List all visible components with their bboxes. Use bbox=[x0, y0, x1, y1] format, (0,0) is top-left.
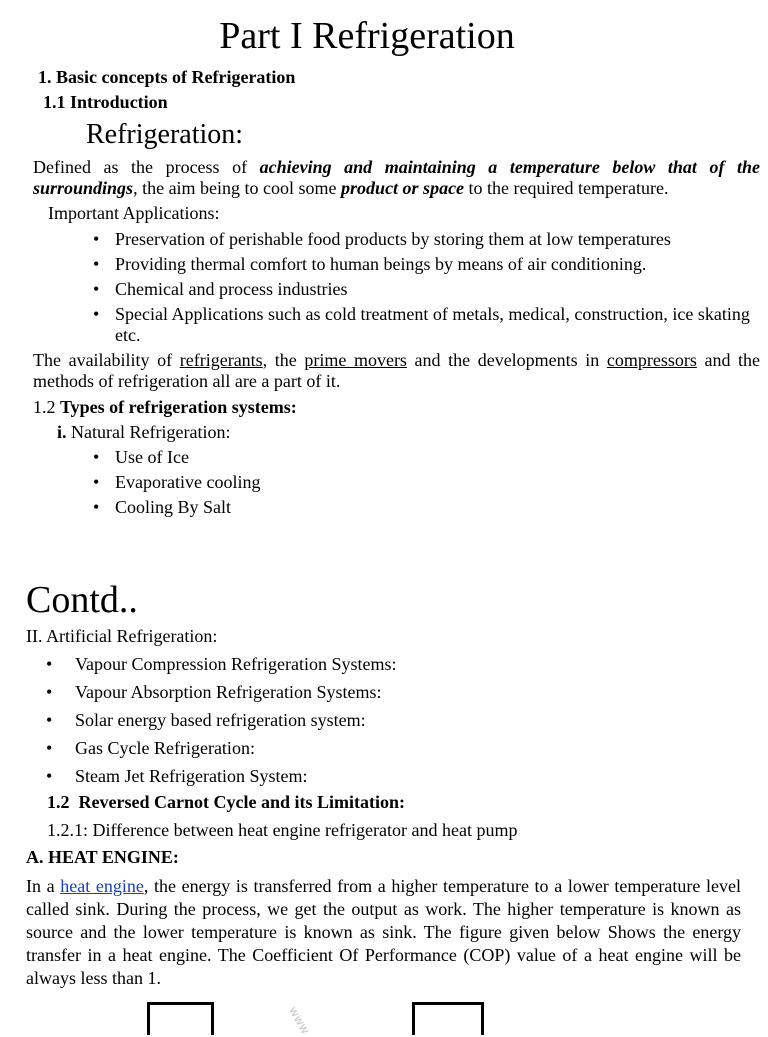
sink-box bbox=[412, 1002, 484, 1035]
artificial-heading: II. Artificial Refrigeration: bbox=[26, 626, 218, 646]
refrigeration-heading: Refrigeration: bbox=[86, 119, 244, 150]
difference-heading: 1.2.1: Difference between heat engine refrigerator and heat pump bbox=[47, 820, 518, 840]
list-item: • Vapour Compression Refrigeration Systems: bbox=[46, 654, 397, 674]
types-heading: 1.2 Types of refrigeration systems: bbox=[33, 397, 297, 417]
compressors-term: compressors bbox=[606, 350, 697, 370]
page-title: Part I Refrigeration bbox=[219, 15, 515, 57]
list-item: • Solar energy based refrigeration system: bbox=[46, 710, 366, 730]
list-item: • Preservation of perishable food products by storing them at low temperatures bbox=[93, 229, 671, 249]
watermark: www bbox=[285, 1004, 313, 1037]
definition-paragraph: Defined as the process of achieving and maintaining a temperature below that of the surroundings, the aim being to cool some product or space to the required temperature. bbox=[33, 157, 760, 198]
list-item: • Providing thermal comfort to human beings by means of air conditioning. bbox=[93, 254, 647, 274]
natural-list bbox=[93, 447, 715, 518]
list-item: • Vapour Absorption Refrigeration Systems: bbox=[46, 682, 382, 702]
applications-list bbox=[93, 229, 755, 346]
list-item: • Chemical and process industries bbox=[93, 279, 348, 299]
source-box bbox=[147, 1002, 214, 1035]
artificial-list bbox=[46, 654, 675, 787]
list-item: • Use of Ice bbox=[93, 447, 189, 467]
list-item: • Special Applications such as cold treatment of metals, medical, construction, ice skating etc. bbox=[93, 304, 750, 345]
prime-movers-term: prime movers bbox=[304, 350, 407, 370]
refrigerants-term: refrigerants bbox=[179, 350, 263, 370]
definition-emphasis-2: product or space bbox=[341, 178, 465, 198]
heat-engine-paragraph: In a heat engine, the energy is transferred from a higher temperature to a lower temperature level called sink. During the process, we get the output as work. The higher temperature is known as source and the lower temperature is known as sink. The figure given below Shows the energy transfer in a heat engine. The Coefficient Of Performance (COP) value of a heat engine will be always less than 1. bbox=[26, 876, 741, 988]
contd-heading: Contd.. bbox=[26, 579, 138, 621]
list-item: • Steam Jet Refrigeration System: bbox=[46, 766, 308, 786]
list-item: • Gas Cycle Refrigeration: bbox=[46, 738, 255, 758]
heat-engine-link[interactable]: heat engine bbox=[60, 876, 144, 896]
applications-label: Important Applications: bbox=[48, 203, 220, 223]
availability-paragraph: The availability of refrigerants, the prime movers and the developments in compressors and the methods of refrigeration all are a part of it. bbox=[33, 350, 761, 391]
carnot-heading: 1.2 Reversed Carnot Cycle and its Limitation: bbox=[47, 792, 405, 812]
list-item: • Evaporative cooling bbox=[93, 472, 261, 492]
section-heading: 1. Basic concepts of Refrigeration bbox=[38, 67, 296, 87]
definition-emphasis: achieving and maintaining a temperature below that of the surroundings bbox=[33, 157, 760, 198]
natural-heading: i. Natural Refrigeration: bbox=[57, 422, 231, 442]
list-item: • Cooling By Salt bbox=[93, 497, 232, 517]
subsection-heading: 1.1 Introduction bbox=[43, 92, 168, 112]
heat-engine-heading: A. HEAT ENGINE: bbox=[26, 847, 179, 867]
